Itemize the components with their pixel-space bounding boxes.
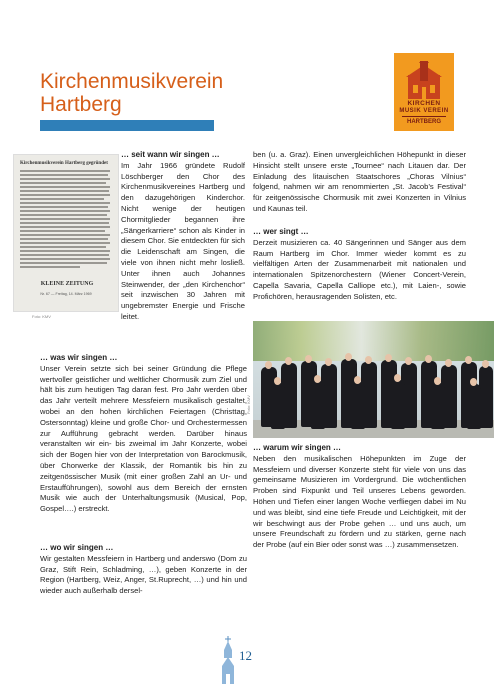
clipping-text-line: [20, 174, 108, 176]
title-underline-bar: [40, 120, 214, 131]
clipping-text-line: [20, 210, 110, 212]
clipping-text-line: [20, 194, 110, 196]
choir-face: [425, 355, 432, 363]
choir-face: [265, 361, 272, 369]
title-line-1: Kirchenmusikverein: [40, 70, 224, 93]
choir-member: [391, 380, 405, 429]
clipping-text-line: [20, 238, 108, 240]
page-number: 12: [239, 648, 252, 663]
logo-text-musikverein: MUSIK VEREIN: [399, 108, 449, 114]
choir-face: [285, 357, 292, 365]
church-icon: [404, 61, 444, 99]
text-was: Unser Verein setzte sich bei seiner Gründung die Pflege wertvoller geistlicher und weltlicher Chormusik zum Ziel und hält bis zum heutigen Tag daran fest. Pro Jahr werden über das Jahr verteilt mehrere Messfeiern musikalisch gestaltet, wobei an den hohen kirchlichen Feiertagen (Christtag, Ostersonntag) kleine und große Chor- und Orchestermessen zur Aufführung gebracht werden. Darüber hinaus veranstalten wir ein- bis zweimal im Jahr Konzerte, wobei sich der Bogen hier von der Interpretation von Barockmusik, über Chorwerke der Klassik, der Romantik bis hin zu zeitgenössischer Musik (mit einer großen Zahl an Ur- und Erstaufführungen), sowohl aus dem Bereich der ernsten Musik wie auch der Unterhaltungsmusik (Musical, Pop, Gospel….) erstreckt.: [40, 363, 247, 514]
clipping-text-line: [20, 178, 110, 180]
choir-member: [311, 381, 325, 429]
photo-trees: [253, 321, 494, 361]
clipping-text-line: [20, 262, 107, 264]
choir-face: [465, 356, 472, 364]
clipping-text-line: [20, 182, 106, 184]
choir-face: [274, 377, 281, 385]
choir-face: [434, 377, 441, 385]
choir-face: [482, 360, 489, 368]
clipping-text-line: [20, 242, 110, 244]
clipping-text-line: [20, 198, 104, 200]
page-title: [40, 70, 224, 116]
clipping-date: Nr. 67 — Freitag, 14. März 1969: [40, 292, 92, 296]
clipping-text-line: [20, 170, 110, 172]
title-line-2: Hartberg: [40, 93, 122, 116]
clipping-text-line: [20, 202, 110, 204]
section-wo: [40, 543, 247, 597]
logo-divider: [402, 116, 446, 117]
newspaper-clipping: [13, 154, 119, 312]
heading-warum: … warum wir singen …: [253, 443, 342, 452]
choir-face: [470, 378, 477, 386]
choir-member: [479, 366, 493, 428]
clipping-text-line: [20, 258, 110, 260]
section-seit-wann: [121, 150, 245, 323]
clipping-text-line: [20, 214, 107, 216]
text-seit-wann: Im Jahr 1966 gründete Rudolf Löschberger den Chor des Kirchenmusikvereines Hartberg und den dazugehörigen Kinderchor. Nicht wenige der heutigen Chormitglieder begannen ihre „Sängerkarriere“ schon als Kinder in diesem Chor. Sie entdeckten für sich die Leidenschaft am Singen, die viele von ihnen nicht mehr losließ. Unter ihnen auch Johannes Steinwender, der „den Kirchenchor“ seit inzwischen 30 Jahren mit ungebremster Energie und Frische leitet.: [121, 160, 245, 321]
choir-face: [345, 353, 352, 361]
text-wo: Wir gestalten Messfeiern in Hartberg und anderswo (Dom zu Graz, Stift Rein, Schladming, …), geben Konzerte in der Region (Hartberg, Weiz, Anger, St.Ruprecht, …) und hin und wieder auch außerhalb dersel-: [40, 553, 247, 596]
clipping-text-line: [20, 234, 110, 236]
clipping-text-line: [20, 218, 110, 220]
choir-member: [467, 384, 481, 429]
clipping-masthead: KLEINE ZEITUNG: [40, 281, 94, 287]
clipping-text-line: [20, 266, 80, 268]
section-was: [40, 353, 247, 515]
church-tower-icon: [219, 636, 237, 684]
choir-photo-credit: Foto: KMV: [246, 395, 251, 414]
heading-wer: … wer singt …: [253, 227, 309, 236]
choir-face: [405, 357, 412, 365]
choir-face: [314, 375, 321, 383]
choir-photo: [253, 321, 494, 438]
choir-member: [271, 383, 285, 429]
choir-face: [305, 355, 312, 363]
text-wer: Derzeit musizieren ca. 40 Sängerinnen und Sänger aus dem Raum Hartberg im Chor. Immer wieder kommt es zu vielfältigen Arten der Zusammenarbeit mit nationalen und internationalen Spitzenorchestern (Wiener Concert-Verein, Capella Savaria, Capella Calliope etc.), mit Laien-, sowie Profichören, herausragenden Solisten, etc.: [253, 237, 466, 301]
clipping-text-line: [20, 254, 109, 256]
heading-was: … was wir singen …: [40, 353, 118, 362]
text-continuation: ben (u. a. Graz). Einen unvergleichlichen Höhepunkt in dieser Hinsicht stellt unsere erste „Tournee“ nach Litauen dar. Der Einladung des litauischen Staatschores „Choras Vilnius“ folgend, nahmen wir am renommierten „St. Jacob’s Festival“ für zeitgenössische Chormusik mit zwei Konzerten in Vilnius und Kaunas teil.: [253, 150, 466, 213]
choir-member: [431, 383, 445, 429]
clipping-text-line: [20, 186, 110, 188]
heading-seit-wann: … seit wann wir singen …: [121, 150, 220, 159]
clipping-text-line: [20, 222, 109, 224]
choir-member: [351, 382, 365, 429]
clipping-text-line: [20, 250, 110, 252]
kmv-logo: [394, 53, 454, 131]
heading-wo: … wo wir singen …: [40, 543, 114, 552]
section-warum: [253, 443, 466, 551]
choir-face: [445, 359, 452, 367]
clipping-text-line: [20, 226, 110, 228]
choir-face: [325, 358, 332, 366]
choir-face: [365, 356, 372, 364]
choir-face: [354, 376, 361, 384]
clipping-text-line: [20, 246, 106, 248]
clipping-text-line: [20, 206, 108, 208]
clipping-headline: Kirchenmusikverein Hartberg gegründet: [20, 161, 108, 166]
text-warum: Neben den musikalischen Höhepunkten im Zuge der Messfeiern und diverser Konzerte steht für viele von uns das gemeinsame Musizieren im Vordergrund. Die wöchentlichen Proben sind Fixpunkt und Teil unseres Lebens geworden. Höhen und Tiefen einer langen Woche verfliegen dabei im Nu und was bleibt, sind eine tiefe Freude und Leichtigkeit, mit der wir beschwingt aus der Probe gehen … und uns auch, um unsere Freundschaft zu fördern und zu stärken, gerne nach der Probe (auf ein Bier oder sonst was …) zusammensetzen.: [253, 453, 466, 550]
clipping-text-line: [20, 230, 105, 232]
choir-face: [394, 374, 401, 382]
logo-text-kirchen: KIRCHEN: [407, 100, 441, 107]
clipping-text-line: [20, 190, 109, 192]
clipping-photo-credit: Foto: KMV: [32, 314, 51, 319]
section-wer: [253, 227, 466, 303]
choir-face: [385, 354, 392, 362]
section-continuation: [253, 150, 466, 215]
logo-text-hartberg: HARTBERG: [407, 119, 441, 125]
